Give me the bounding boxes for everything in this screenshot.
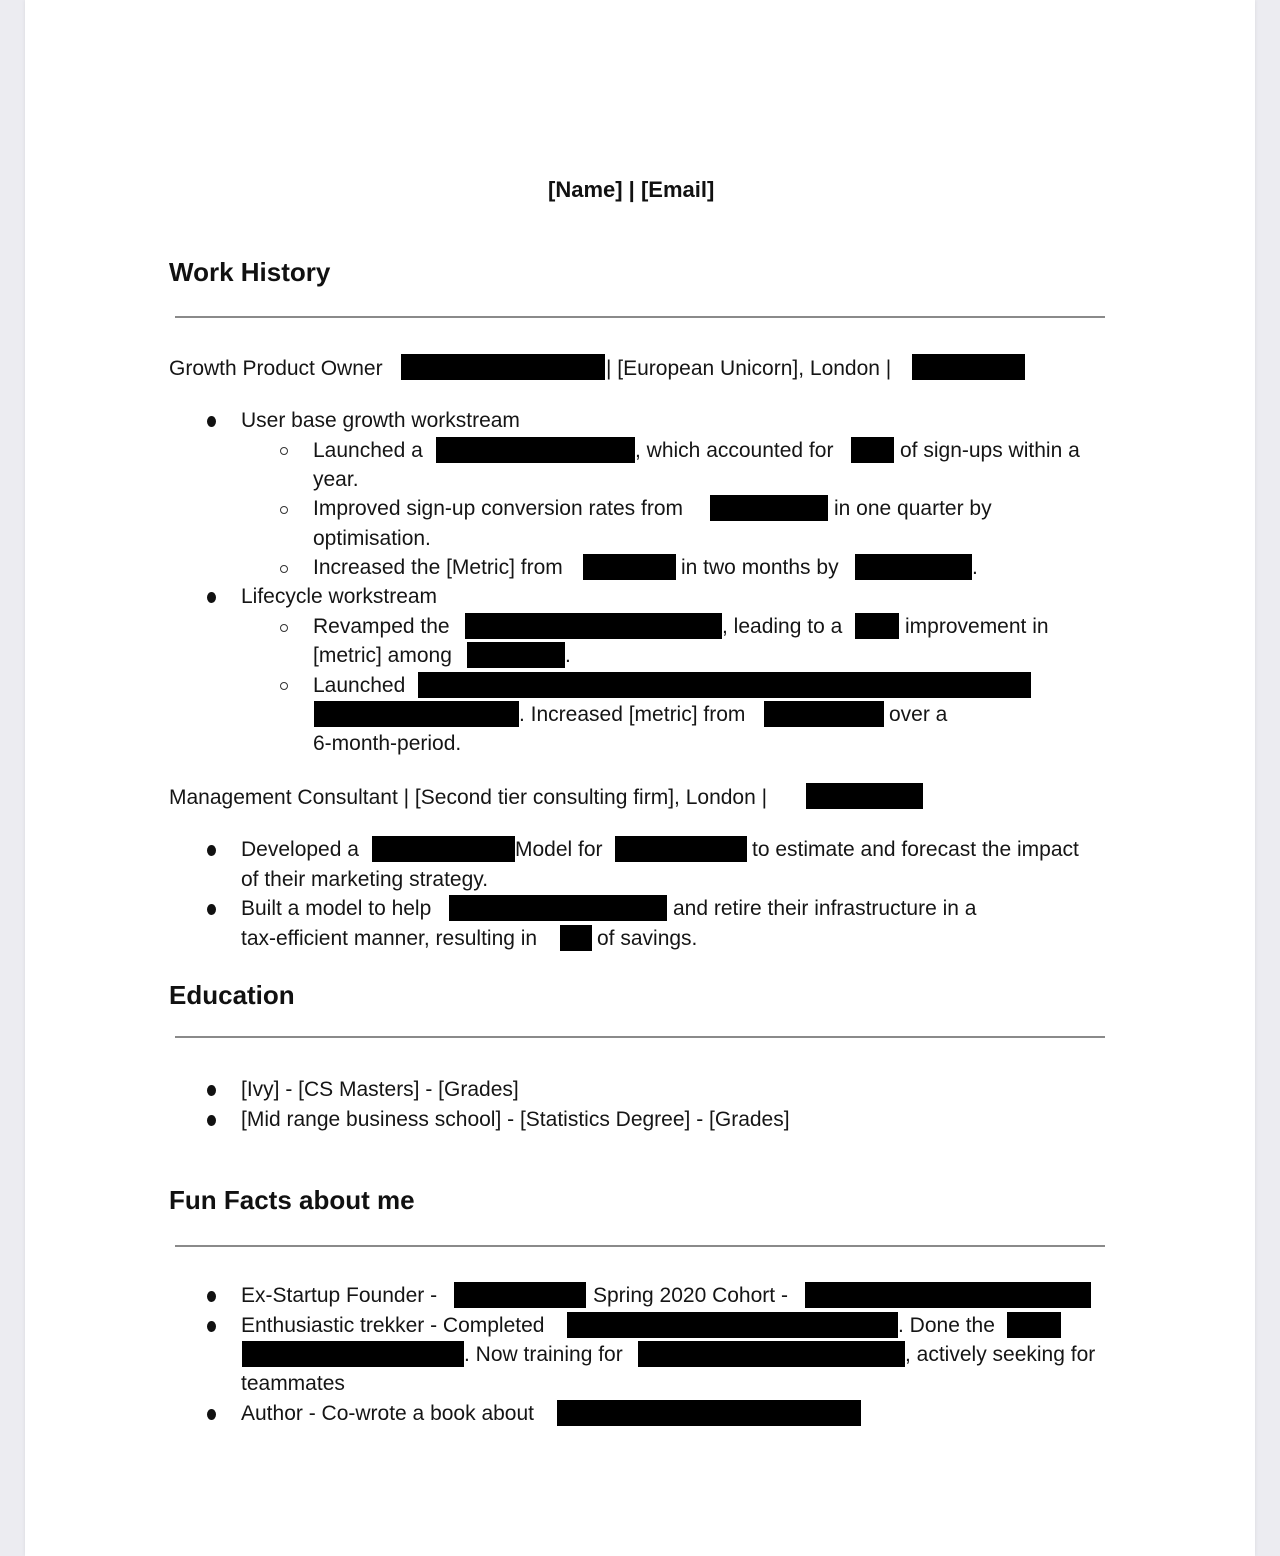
bullet-icon xyxy=(207,845,216,856)
redaction-bar xyxy=(418,672,1031,698)
redaction-bar xyxy=(401,354,605,380)
bullet-text: of their marketing strategy. xyxy=(241,868,489,891)
section-divider xyxy=(175,1036,1105,1038)
bullet-text: tax-efficient manner, resulting in xyxy=(241,927,538,950)
name-email-header: [Name] | [Email] xyxy=(548,177,715,202)
sub-bullet-icon xyxy=(280,565,288,573)
redaction-bar xyxy=(805,1282,1091,1308)
redaction-bar xyxy=(1007,1312,1061,1338)
bullet-icon xyxy=(207,904,216,915)
redaction-bar xyxy=(710,495,828,521)
redaction-bar xyxy=(764,701,884,727)
bullet-text: Launched a xyxy=(313,439,423,462)
redaction-bar xyxy=(583,554,676,580)
job1-company: | [European Unicorn], London | xyxy=(606,357,892,380)
work-history-heading: Work History xyxy=(169,257,331,287)
bullet-icon xyxy=(207,1409,216,1420)
bullet-text: to estimate and forecast the impact xyxy=(752,838,1079,861)
bullet-icon xyxy=(207,1321,216,1332)
bullet-icon xyxy=(207,592,216,603)
bullet-text: Developed a xyxy=(241,838,359,861)
bullet-text: Increased the [Metric] from xyxy=(313,556,563,579)
bullet-icon xyxy=(207,1085,216,1096)
bullet-icon xyxy=(207,1115,216,1126)
sub-bullet-icon xyxy=(280,682,288,690)
bullet-text: improvement in xyxy=(905,615,1049,638)
redaction-bar xyxy=(855,554,972,580)
group-label: User base growth workstream xyxy=(241,409,520,432)
job2-title: Management Consultant | [Second tier consulting firm], London | xyxy=(169,786,768,809)
fun-fact-text: Spring 2020 Cohort - xyxy=(593,1284,788,1307)
fun-fact-text: teammates xyxy=(241,1372,345,1395)
bullet-text: and retire their infrastructure in a xyxy=(673,897,977,920)
redaction-bar xyxy=(806,783,923,809)
job1-title: Growth Product Owner xyxy=(169,357,383,380)
section-divider xyxy=(175,1245,1105,1247)
bullet-text: . Increased [metric] from xyxy=(519,703,746,726)
bullet-icon xyxy=(207,1291,216,1302)
redaction-bar xyxy=(855,613,899,639)
bullet-text: Revamped the xyxy=(313,615,450,638)
education-item: [Ivy] - [CS Masters] - [Grades] xyxy=(241,1078,519,1101)
redaction-bar xyxy=(465,613,722,639)
sub-bullet-icon xyxy=(280,624,288,632)
redaction-bar xyxy=(638,1341,905,1367)
redaction-bar xyxy=(912,354,1025,380)
bullet-text: , leading to a xyxy=(722,615,843,638)
fun-fact-text: . Done the xyxy=(898,1314,995,1337)
group-label: Lifecycle workstream xyxy=(241,585,438,608)
bullet-text: over a xyxy=(889,703,948,726)
fun-fact-text: Ex-Startup Founder - xyxy=(241,1284,438,1307)
bullet-text: optimisation. xyxy=(313,527,431,550)
redaction-bar xyxy=(851,437,894,463)
redaction-bar xyxy=(372,836,515,862)
fun-fact-text: Enthusiastic trekker - Completed xyxy=(241,1314,545,1337)
bullet-text: . xyxy=(565,644,571,667)
redaction-bar xyxy=(615,836,747,862)
redaction-bar xyxy=(314,701,519,727)
bullet-icon xyxy=(207,416,216,427)
education-heading: Education xyxy=(169,980,295,1010)
bullet-text: Improved sign-up conversion rates from xyxy=(313,497,683,520)
fun-facts-heading: Fun Facts about me xyxy=(169,1185,415,1215)
bullet-text: of savings. xyxy=(597,927,698,950)
bullet-text: of sign-ups within a xyxy=(900,439,1080,462)
sub-bullet-icon xyxy=(280,506,288,514)
redaction-bar xyxy=(557,1400,861,1426)
bullet-text: [metric] among xyxy=(313,644,452,667)
fun-fact-text: . Now training for xyxy=(464,1343,623,1366)
fun-fact-text: , actively seeking for xyxy=(905,1343,1096,1366)
fun-fact-text: Author - Co-wrote a book about xyxy=(241,1402,534,1425)
bullet-text: Built a model to help xyxy=(241,897,432,920)
bullet-text: 6-month-period. xyxy=(313,732,462,755)
sub-bullet-icon xyxy=(280,447,288,455)
redaction-bar xyxy=(449,895,667,921)
redaction-bar xyxy=(242,1341,464,1367)
bullet-text: in two months by xyxy=(681,556,839,579)
bullet-text: , which accounted for xyxy=(635,439,834,462)
education-item: [Mid range business school] - [Statistics Degree] - [Grades] xyxy=(241,1108,790,1131)
bullet-text: . xyxy=(972,556,978,579)
section-divider xyxy=(175,316,1105,318)
bullet-text: Launched xyxy=(313,674,406,697)
redaction-bar xyxy=(467,642,565,668)
bullet-text: year. xyxy=(313,468,359,491)
redaction-bar xyxy=(436,437,635,463)
bullet-text: in one quarter by xyxy=(834,497,992,520)
redaction-bar xyxy=(560,925,592,951)
redaction-bar xyxy=(567,1312,898,1338)
bullet-text: Model for xyxy=(515,838,603,861)
redaction-bar xyxy=(454,1282,586,1308)
